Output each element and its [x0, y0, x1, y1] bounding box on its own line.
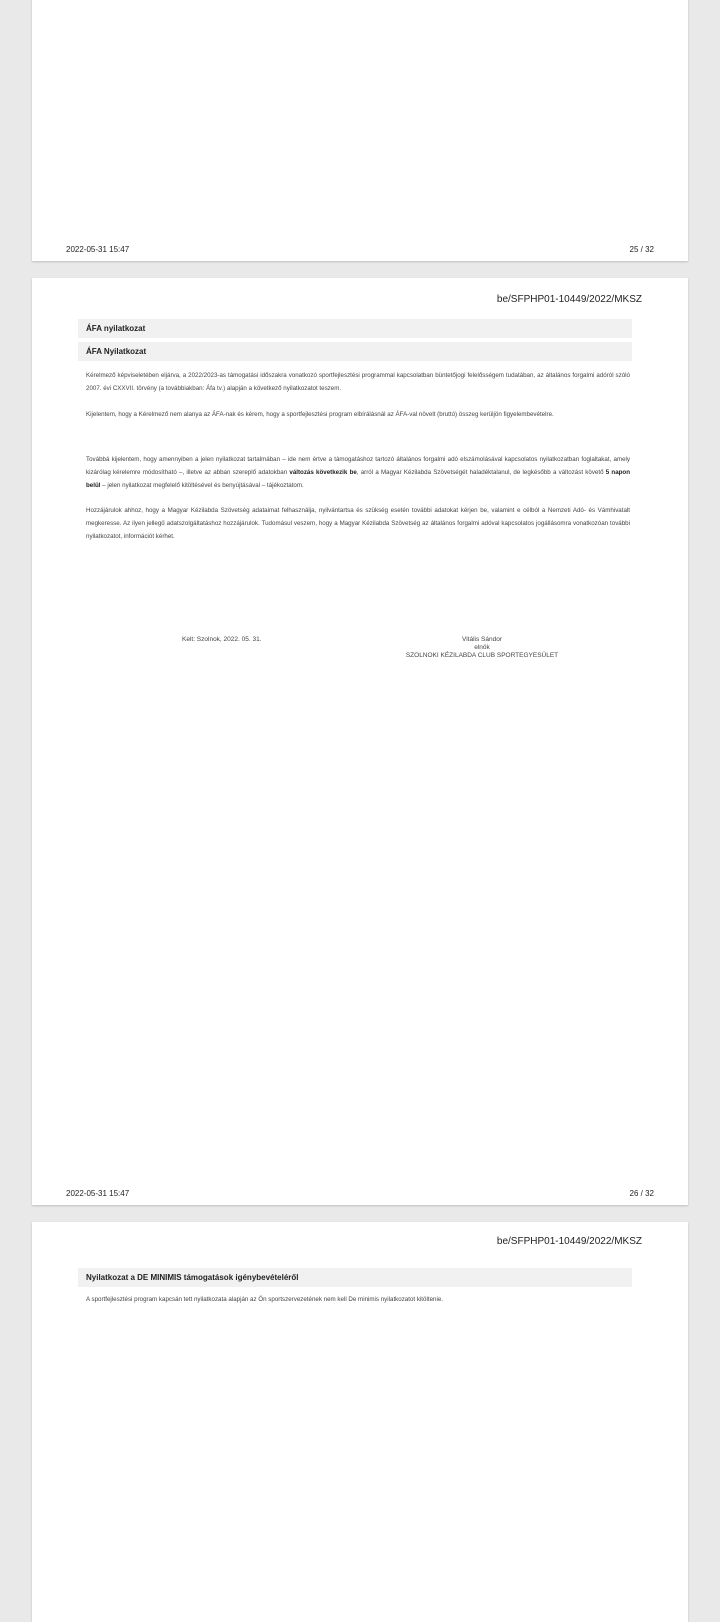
- signing-place-date: Kelt: Szolnok, 2022. 05. 31.: [182, 636, 262, 643]
- section-heading-afa: ÁFA nyilatkozat: [78, 319, 632, 338]
- signer-name: Vitális Sándor: [462, 636, 502, 643]
- text-segment: Továbbá kijelentem, hogy amennyiben a jelen nyilatkozat tartalmában – ide nem értve a támogatáshoz tartozó általános forgalmi adó elszámolásával kapcsolatos nyilatkozatban foglaltakat, amely kizárólag kérelemre módosítható –, illetve az abban szereplő adatokban: [86, 456, 630, 476]
- text-segment: , arról a Magyar Kézilabda Szövetségét haladéktalanul, de legkésőbb a változást követő: [356, 469, 606, 476]
- signer-organization: SZOLNOKI KÉZILABDA CLUB SPORTEGYESÜLET: [405, 652, 559, 659]
- bold-text: változás következik be: [289, 469, 357, 476]
- footer-page-number: 26 / 32: [629, 1189, 654, 1198]
- signer-title: elnök: [474, 644, 490, 651]
- bold-text: 5 napon belül: [86, 469, 630, 489]
- pdf-page-27: [32, 1222, 688, 1622]
- paragraph-change-notice: [86, 453, 630, 492]
- text-segment: – jelen nyilatkozat megfelelő kitöltésével és benyújtásával – tájékoztatom.: [100, 482, 304, 489]
- pdf-page-25: [32, 0, 688, 261]
- page-footer: [66, 245, 654, 254]
- paragraph-intro: Kérelmező képviseletében eljárva, a 2022/2023-as támogatási időszakra vonatkozó sportfejlesztési programmal kapcsolatban büntetőjogi felelősségem tudatában, az általános forgalmi adóról szóló 2007. évi CXXVII. törvény (a továbbiakban: Áfa tv.) alapján a következő nyilatkozatot teszem.: [86, 372, 630, 392]
- pdf-page-26: [32, 278, 688, 1205]
- footer-page-number: 25 / 32: [629, 245, 654, 254]
- footer-date: 2022-05-31 15:47: [66, 1189, 130, 1198]
- page-footer: [66, 1189, 654, 1198]
- paragraph-de-minimis: A sportfejlesztési program kapcsán tett nyilatkozata alapján az Ön sportszervezetének nem kell De minimis nyilatkozatot kitöltenie.: [86, 1296, 443, 1303]
- footer-date: 2022-05-31 15:47: [66, 245, 130, 254]
- signature-block: [372, 636, 592, 660]
- document-reference: be/SFPHP01-10449/2022/MKSZ: [496, 294, 642, 305]
- section-heading-de-minimis: Nyilatkozat a DE MINIMIS támogatások igénybevételéről: [78, 1268, 632, 1287]
- document-reference: be/SFPHP01-10449/2022/MKSZ: [496, 1236, 642, 1247]
- paragraph-consent: Hozzájárulok ahhoz, hogy a Magyar Kézilabda Szövetség adataimat felhasználja, nyilvántartsa és szükség esetén további adatokat kérjen be, valamint e célból a Nemzeti Adó- és Vámhivatalt megkeresse. Az ilyen jellegű adatszolgáltatáshoz hozzájárulok. Tudomásul veszem, hogy a Magyar Kézilabda Szövetség az általános forgalmi adóval kapcsolatos jogállásomra vonatkozóan további nyilatkozatot, információt kérhet.: [86, 507, 630, 540]
- paragraph-declaration: Kijelentem, hogy a Kérelmező nem alanya az ÁFA-nak és kérem, hogy a sportfejlesztési program elbírálásnál az ÁFA-val növelt (bruttó) összeg kerüljön figyelembevételre.: [86, 411, 554, 418]
- section-subheading-afa: ÁFA Nyilatkozat: [78, 342, 632, 361]
